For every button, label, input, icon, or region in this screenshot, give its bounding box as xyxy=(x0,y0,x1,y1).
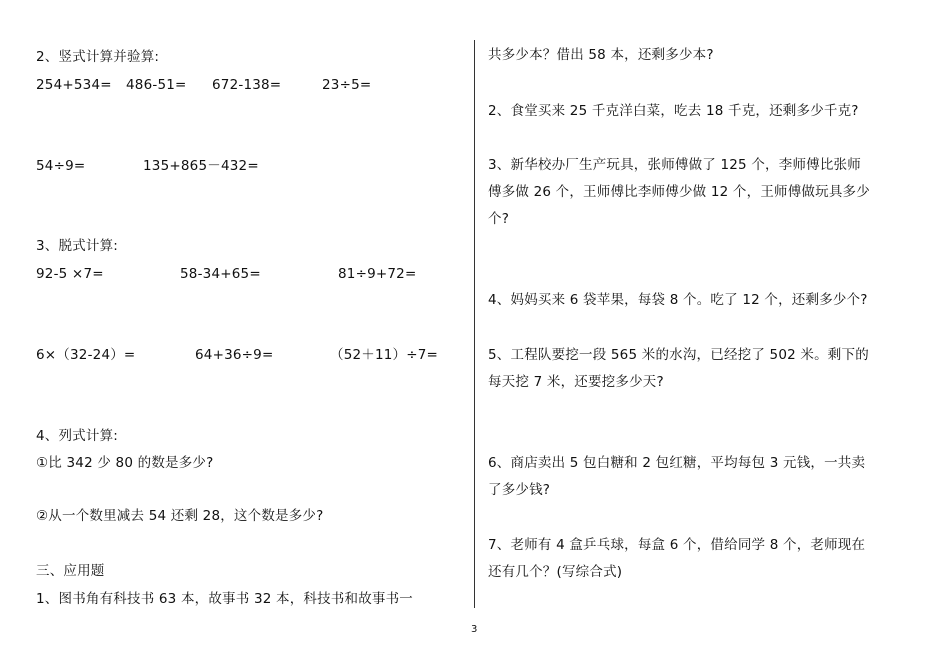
problem-vertical-5: 54÷9= xyxy=(36,158,86,174)
problem-step-6: （52＋11）÷7= xyxy=(330,347,439,363)
problem-step-4: 6×（32-24）= xyxy=(36,347,136,363)
application-q6-line2: 了多少钱? xyxy=(488,482,551,498)
word-equation-2: ②从一个数里减去 54 还剩 28，这个数是多少? xyxy=(36,508,324,524)
application-q3-line3: 个? xyxy=(488,211,510,227)
problem-vertical-6: 135+865－432= xyxy=(143,158,259,174)
problem-step-3: 81÷9+72= xyxy=(338,266,417,282)
problem-vertical-4: 23÷5= xyxy=(322,77,372,93)
section-4-title: 4、列式计算: xyxy=(36,428,119,444)
application-q1-continued: 共多少本？借出 58 本，还剩多少本? xyxy=(488,47,714,63)
problem-step-2: 58-34+65= xyxy=(180,266,261,282)
application-q5-line1: 5、工程队要挖一段 565 米的水沟，已经挖了 502 米。剩下的 xyxy=(488,347,869,363)
problem-step-5: 64+36÷9= xyxy=(195,347,274,363)
word-equation-1: ①比 342 少 80 的数是多少? xyxy=(36,455,214,471)
application-q5-line2: 每天挖 7 米，还要挖多少天? xyxy=(488,374,664,390)
application-q4: 4、妈妈买来 6 袋苹果，每袋 8 个。吃了 12 个，还剩多少个? xyxy=(488,292,868,308)
application-q3-line2: 傅多做 26 个，王师傅比李师傅少做 12 个，王师傅做玩具多少 xyxy=(488,184,870,200)
application-q2: 2、食堂买来 25 千克洋白菜，吃去 18 千克，还剩多少千克? xyxy=(488,103,859,119)
page-number: 3 xyxy=(471,624,478,635)
application-q7-line2: 还有几个？(写综合式) xyxy=(488,564,623,580)
application-q3-line1: 3、新华校办厂生产玩具，张师傅做了 125 个，李师傅比张师 xyxy=(488,157,861,173)
section-3-title: 3、脱式计算: xyxy=(36,238,119,254)
application-q1: 1、图书角有科技书 63 本，故事书 32 本，科技书和故事书一 xyxy=(36,591,414,607)
column-divider xyxy=(474,40,475,608)
problem-step-1: 92-5 ×7= xyxy=(36,266,104,282)
problem-vertical-1: 254+534= xyxy=(36,77,112,93)
application-q7-line1: 7、老师有 4 盒乒乓球，每盒 6 个，借给同学 8 个，老师现在 xyxy=(488,537,866,553)
application-q6-line1: 6、商店卖出 5 包白糖和 2 包红糖，平均每包 3 元钱，一共卖 xyxy=(488,455,866,471)
problem-vertical-2: 486-51= xyxy=(126,77,187,93)
problem-vertical-3: 672-138= xyxy=(212,77,282,93)
section-2-title: 2、竖式计算并验算: xyxy=(36,49,160,65)
applications-title: 三、应用题 xyxy=(36,563,105,579)
